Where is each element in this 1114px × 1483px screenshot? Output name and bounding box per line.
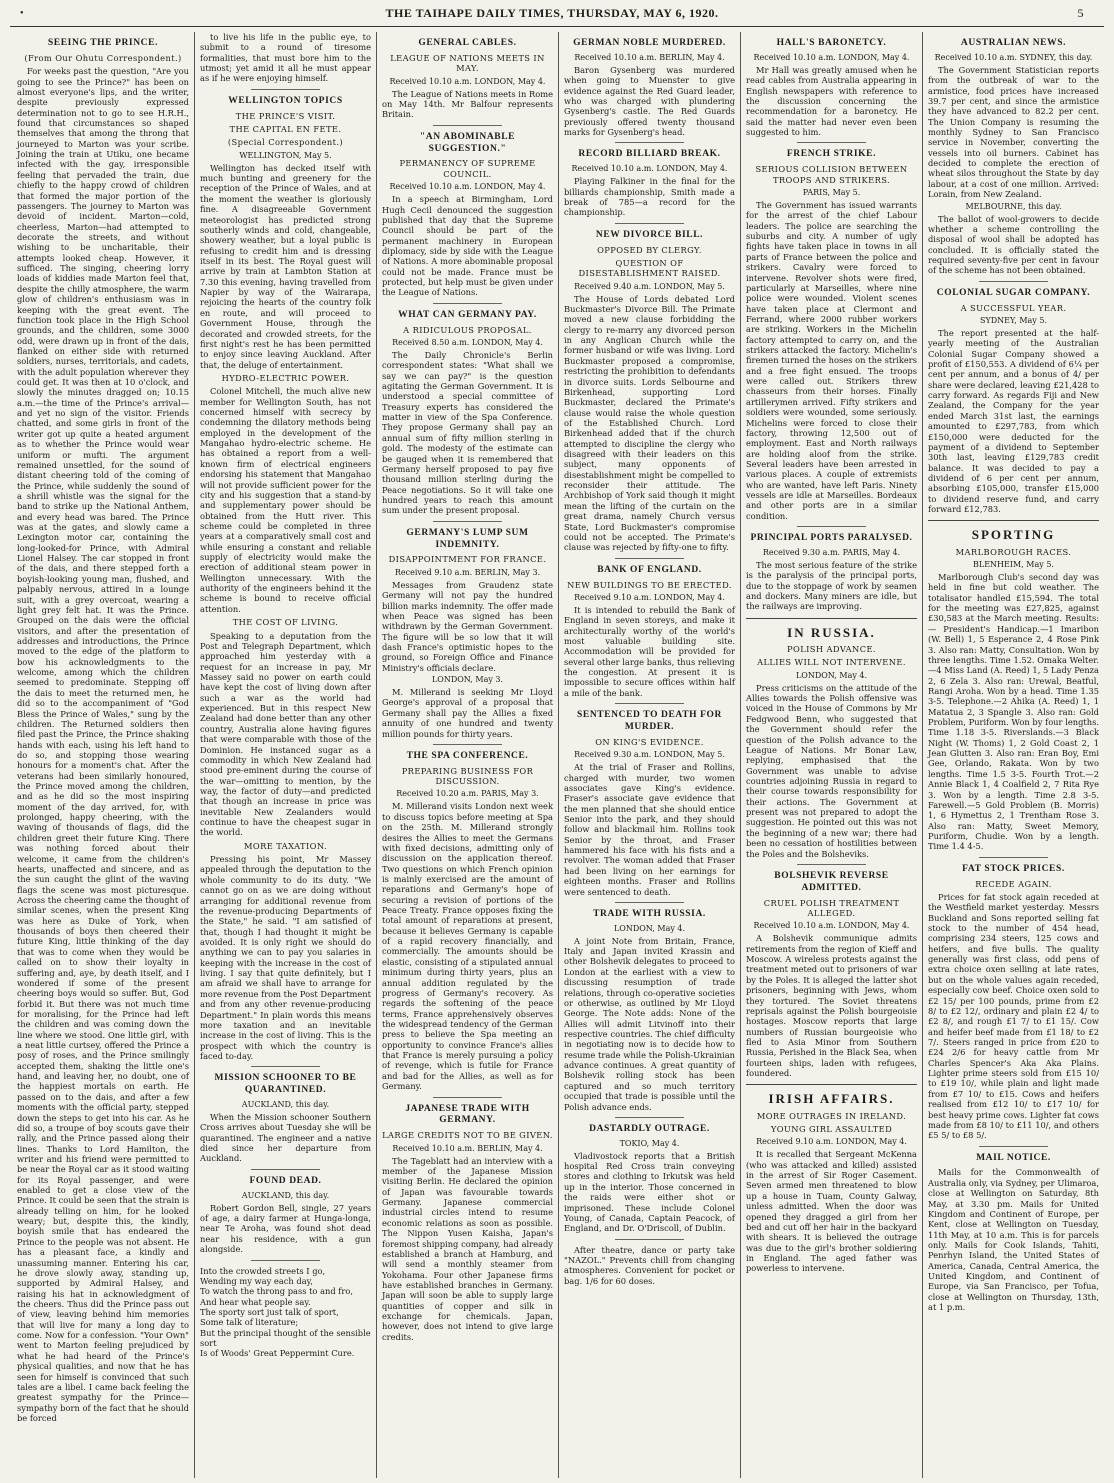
headline: FRENCH STRIKE. [786, 149, 877, 160]
subheading: THE COST OF LIVING. [232, 617, 339, 628]
dateline: Received 8.50 a.m. LONDON, May 4. [392, 337, 543, 347]
article-paragraph: Mr Hall was greatly amused when he read cables from Australia appearing in English newspapers with reference to the discussion concerning the recommendation for a baronetcy. He said the matter had never even been suggested to him. [746, 64, 917, 138]
column-1 [12, 32, 194, 1478]
dateline: Received 10.10 a.m. LONDON, May 4. [389, 182, 546, 192]
article-paragraph: M. Millerand is seeking Mr Lloyd George's approval of a proposal that Germany shall pay the Allies a fixed annuity of one hundred and twenty million pounds for thirty years. [382, 687, 553, 739]
headline: DASTARDLY OUTRAGE. [589, 1123, 710, 1134]
subheading: PERMANENCY OF SUPREME COUNCIL. [399, 158, 536, 179]
divider [615, 902, 683, 903]
column-4 [558, 32, 740, 1478]
article-paragraph: It is intended to rebuild the Bank of England in seven storeys, and make it architecturally worthy of the world's most valuable building site. Accommodation will be provided for several other large banks, thus relieving the congestion. At present it is impossible to secure offices within half a mile of the bank. [564, 604, 735, 698]
verse [200, 1266, 371, 1359]
subheading: A SUCCESSFUL YEAR. [960, 302, 1067, 313]
subheading: A RIDICULOUS PROPOSAL. [403, 324, 532, 335]
article-paragraph: The most serious feature of the strike is the paralysis of the principal ports, due to the stoppage of work by seamen and dockers. Many miners are idle, but the railways are improving. [746, 560, 917, 612]
subheading: MORE TAXATION. [243, 840, 328, 851]
article-paragraph: Playing Falkiner in the final for the billiards championship, Smith made a break of 785—a record for the championship. [564, 176, 735, 218]
masthead-rule [10, 26, 1104, 27]
article-paragraph: Mails for the Commonwealth of Australia only, via Sydney, per Ulimaroa, close at Wellington on Saturday, 8th May, at 3.30 pm. Mails for United Kingdom and Continent of Europe, per Kent, close at Wellington on Tuesday, 11th May, at 10 a.m. This is for parcels only. Mails for Cook Islands, Tahiti, Penrhyn Island, the United States of America, Canada, Central America, the United Kingdom, and Continent of Europe, via San Francisco, per Tofua, close at Wellington on Thursday, 13th, at 1 p.m. [928, 1167, 1099, 1313]
divider [433, 125, 501, 126]
dateline: Received 9.10 a.m. LONDON, May 4. [756, 1137, 907, 1147]
article-paragraph: Press criticisms on the attitude of the Allies towards the Polish offensive was voiced in the House of Commons by Mr Fedgwood Benn, who suggested that the Government should refer the question of the Polish advance to the League of Nations. Mr Bonar Law, replying, emphasised that the Government was unable to advise countries adjoining Russia in regard to their course towards responsibility for their actions. The Government at present was not prepared to adopt the suggestion. He pointed out this was not the beginning of a new war; there had been no cessation of hostilities between the Poles and the Bolsheviks. [746, 682, 917, 859]
article-paragraph: In a speech at Birmingham, Lord Hugh Cecil denounced the suggestion published that day that the Supreme Council should be part of the permanent machinery in European diplomacy, side by side with the League of Nations. A more abominable proposal could not be made. France must be protected, but help must be given under the League of Nations. [382, 194, 553, 298]
headline: GENERAL CABLES. [418, 38, 517, 48]
article-paragraph: At the trial of Fraser and Rollins, charged with murder, two women associates gave King's evidence. Fraser's associate gave evidence that the men planned that she should entice Senior into the park, and they should follow and blackmail him. Rollins took Senior by the throat, and Fraser hammered his face with his fists and a revolver. The woman added that Fraser had been living on her earnings for eighteen months. Fraser and Rollins were sentenced to death. [564, 762, 735, 897]
dateline: BLENHEIM, May 5. [973, 560, 1054, 570]
article-paragraph: A Bolshevik communique admits retirements from the region of Kieff and Moscow. A wireless protests against the treatment meted out to prisoners of war by the Poles. It is alleged the latter shot prisoners, beginning with Jews, whom they tortured. The Soviet threatens reprisals against the Polish bourgeoisie hostages. Moscow reports that large numbers of Russian bourgeoisie who fled to Asia Minor from Southern Russia, Perished in the Black Sea, when fourteen ships, laden with refugees, foundered. [746, 933, 917, 1079]
article-paragraph: The report presented at the half-yearly meeting of the Australian Colonial Sugar Company showed a profit of £150,553. A dividend of 6¼ per cent per annum, and a bonus of 4/ per share were declared, leaving £21,428 to carry forward. As regards Fiji and New Zealand, the Company for the year ended March 31st last, the earnings amounted to £297,783, from which £150,000 were deducted for the payment of a dividend to September 30th last, leaving £129,783 credit balance. It was decided to pay a dividend of 6 per cent per annum, absorbing £105,000, transfer £15,000 to dividend reserve fund, and carry forward £12,783. [928, 327, 1099, 515]
subheading: ALLIES WILL NOT INTERVENE. [757, 657, 906, 668]
dateline: Received 9.10 a.m. LONDON, May 4. [574, 592, 725, 602]
subheading: CRUEL POLISH TREATMENT ALLEGED. [763, 897, 900, 918]
article-paragraph: Prices for fat stock again receded at the Westfield market yesterday. Messrs Buckland and Sons reported selling fat stock to the number of 454 head, comprising 234 steers, 125 cows and heifers, and five bulls. The quality generally was first class, odd pens of extra choice oxen selling at late rates, but on the whole values again receded, especially cow beef. Choice oxen sold to £2 15/ per 100 pounds, prime from £2 8/ to £2 12/, ordinary and plain £2 4/ to £2 8/, and rough £1 7/ to £1 15/. Cow and heifer beef made from £1 18/ to £2 7/. Steers ranged in price from £20 to £24 2/6 for heavy cattle from Mr Charles Spencer's Aka Aka Plains. Lighter prime steers sold from £15 10/ to £19 10/, while plain and light made from £7 10/ to £15. Cows and heifers realised from £12 10/ to £17 10/ for best heavy prime cows. Lighter fat cows made from £8 10/ to £11 10/, and others £5 5/ to £8 5/. [928, 891, 1099, 1141]
article-paragraph: Marlborough Club's second day was held in fine but cold weather. The totalisator handled £15,594. The total for the meeting was £27,825, against £30,583 at the March meeting. Results:— President's Handicap.—1 Imaribon (W. Bell) 1, 5 Esperance 2, 4 Rose Pink 3. Also ran: Matty, Consultation. Won by three lengths. Time 1.52. Omaka Welter.—4 Miss Land (A. Reed) 1, 5 Lady Penza 2, 6 Zela 3. Also ran: Urewal, Beatful, Rangi Aroha. Won by a head. Time 1.35 3-5. Telephone.—2 Ahika (A. Reed) 1, 1 Matatua 2, 3 Spangle 3. Also ran: Gold Problem, Puriform. Won by four lengths. Time 1.18 3-5. Riverslands.—3 Black Night (W. Thoms) 1, 2 Gold Coast 2, 1 Jean Glutten 3. Also ran: Eran Boy, Emi Gee, Orlando, Rakata. Won by two lengths. Time 1.5 3-5. Fourth Trot.—2 Annie Black 1, 4 Coalfield 2, 7 Rita Rye 3. Won by a length. Time 2.8 3-5. Farewell.—5 Gold Problem (B. Morris) 1, 6 Hymettus 2, 1 Trentham Rose 3. Also ran: Matty, Sweet Memory, Puriform, Chudie. Won by a length. Time 1.4 4-5. [928, 572, 1099, 852]
verse-line: Is of Woods' Great Peppermint Cure. [200, 1348, 355, 1359]
headline: HALL'S BARONETCY. [776, 38, 887, 48]
article-paragraph: The Government Statistician reports from the outbreak of war to the armistice, food prices have increased 39.7 per cent, and since the armistice they have advanced to 82.2 per cent. The Union Company is resuming the monthly Sydney to San Francisco service in November, converting the vessels into oil burners. Cabinet has decided to complete the erection of wheat silos throughout the State by day labour, at a cost of one million. Arrived: Lorain, from New Zealand. [928, 64, 1099, 200]
subheading: POLISH ADVANCE. [787, 644, 876, 655]
dateline: Received 9.40 a.m. LONDON, May 5. [574, 281, 725, 291]
subheading: MORE OUTRAGES IN IRELAND. [756, 1110, 907, 1121]
masthead-mark: • [20, 7, 25, 19]
article-paragraph: The Daily Chronicle's Berlin correspondent states: "What shall we say we can pay?" is the question agitating the German Government. It is understood a special committee of Treasury experts has considered the matter in view of the Spa Conference. They propose Germany shall pay an annual sum of fifty million sterling in gold. The modesty of the estimate can be gauged when it is remembered that Germany herself proposed to pay five thousand million sterling during the Peace negotiations. So it will take one hundred years to reach this amount sum under the present proposal. [382, 349, 553, 516]
verse-line: And hear what people say. [200, 1296, 311, 1307]
article-paragraph: Messages from Graudenz state Germany will not pay the hundred billion marks indemnity. The offer made when Peace was signed has been withdrawn by the German Government. The figure will be so low that it will dash France's optimistic hopes to the ground, so Foreign Office and Finance Ministry's officials declare. [382, 579, 553, 673]
headline: GERMANY'S LUMP SUM INDEMNITY. [406, 527, 529, 550]
divider [251, 1260, 319, 1261]
headline: TRADE WITH RUSSIA. [593, 908, 706, 919]
divider [251, 1169, 319, 1170]
divider [433, 303, 501, 304]
subheading: OPPOSED BY CLERGY. [597, 244, 702, 255]
article-paragraph: Pressing his point, Mr Massey appealed through the deputation to the whole community to do its duty. "We cannot go on as we are doing without arranging for additional revenue from the revenue-producing Departments of the State," he said. "I am satisfied of that, though I had thought it might be avoided. It is only right we should do anything we can to pay you salaries in keeping with the increase in the cost of living. I say that quite definitely, but I am afraid we shall have to arrange for more revenue from the Post Department and from any other revenue-producing Department." In plain words this means more taxation and an inevitable increase in the cost of living. This is the prospect with which the country is faced to-day. [200, 854, 371, 1061]
headline: RECORD BILLIARD BREAK. [578, 149, 721, 160]
headline: FOUND DEAD. [249, 1175, 322, 1186]
section-headline: IRISH AFFAIRS. [768, 1091, 895, 1107]
subheading: QUESTION OF DISESTABLISHMENT RAISED. [578, 257, 721, 279]
column-6 [922, 32, 1104, 1478]
subheading: THE CAPITAL EN FETE. [229, 124, 342, 135]
dateline: AUCKLAND, this day. [241, 1190, 330, 1200]
headline: FAT STOCK PRICES. [962, 863, 1065, 874]
divider [928, 520, 1099, 521]
divider [615, 223, 683, 224]
dateline: TOKIO, May 4. [619, 1138, 680, 1148]
verse-line: Into the crowded streets I go, [200, 1265, 326, 1276]
subheading: LARGE CREDITS NOT TO BE GIVEN. [382, 1130, 553, 1141]
dateline: Received 10.10 a.m. LONDON, May 4. [571, 164, 728, 174]
divider [433, 521, 501, 522]
column-3 [376, 32, 558, 1478]
headline: WHAT CAN GERMANY PAY. [398, 309, 537, 320]
article-paragraph: The Tageblatt had an interview with a member of the Japanese Mission visiting Berlin. He declared the opinion of Japan was favourable towards Germany. Japanese commercial industrial circles intend to resume economic relations as soon as possible. The Nippon Yusen Kaisha, Japan's foremost shipping company, had already established a branch at Hamburg, and will send a monthly steamer from Yokohama. Four other Japanese firms have established branches in Germany. Japan will soon be able to supply large quantities of copper and silk in exchange for chemicals. Japan, however, does not intend to give large credits. [382, 1155, 553, 1342]
headline: BOLSHEVIK REVERSE ADMITTED. [774, 870, 889, 893]
divider [979, 1146, 1047, 1147]
dateline: LONDON, May 3. [431, 675, 504, 685]
dateline: Received 9.30 a.m. LONDON, May 5. [574, 750, 725, 760]
headline: WELLINGTON TOPICS [228, 95, 343, 106]
subheading: HYDRO-ELECTRIC POWER. [221, 372, 350, 383]
headline: "AN ABOMINABLE SUGGESTION." [419, 131, 516, 154]
verse-line: To watch the throng pass to and fro, [200, 1286, 353, 1297]
verse-line: The sporty sort just talk of sport, [200, 1306, 339, 1317]
subheading: (Special Correspondent.) [227, 137, 344, 148]
subheading: (From Our Ohutu Correspondent.) [24, 52, 182, 63]
divider [746, 1084, 917, 1085]
article-paragraph: Colonel Mitchell, the much alive new member for Wellington South, has not concerned himself with secrecy by condemning the dilatory methods being employed in the development of the Mangahao hydro-electric scheme. He has obtained a report from a well-known firm of electrical engineers endorsing his statement that Mangahao will not provide sufficient power for the city and his suggestion that a stand-by and supplementary power should be obtained from the Hutt river. This scheme could be completed in three years at a comparatively small cost and while ensuring a constant and reliable supply of electricity would make the erection of additional steam power in Wellington unnecessary. With the authority of the engineers behind it the scheme is bound to receive official attention. [200, 386, 371, 614]
subheading: DISAPPOINTMENT FOR FRANCE. [388, 554, 547, 565]
headline: COLONIAL SUGAR COMPANY. [936, 287, 1091, 298]
divider [615, 1117, 683, 1118]
headline: AUSTRALIAN NEWS. [960, 38, 1067, 48]
column-5 [740, 32, 922, 1478]
masthead-title: THE TAIHAPE DAILY TIMES, THURSDAY, MAY 6, 1920. [385, 5, 719, 20]
dateline: Received 9.10 a.m. BERLIN, May 3. [394, 567, 541, 577]
article-paragraph: The House of Lords debated Lord Buckmaster's Divorce Bill. The Primate moved a new clause forbidding the clergy to re-marry any divorced person in any Anglican Church while the former husband or wife was living. Lord Buckmaster proposed a compromise, restricting the prohibition to defendants in divorce suits. Lords Selbourne and Birkenhead, supporting Lord Buckmaster, declared the Primate's clause would raise the whole question of the Established Church. Lord Birkenhead added that if the church attempted to discipline the clergy who disagreed with their leaders on this subject, many opponents of disestablishment might be compelled to reconsider their attitude. The Archbishop of York said though it might mean the lifting of the curtain on the great drama, namely Church versus State, Lord Buckmaster's compromise could not be accepted. The Primate's clause was rejected by fifty-one to fifty. [564, 293, 735, 553]
dateline: Received 10.10 a.m. LONDON, May 4. [389, 76, 546, 86]
column-2 [194, 32, 376, 1478]
subheading: SERIOUS COLLISION BETWEEN TROOPS AND STRIKERS. [755, 164, 908, 185]
headline: MAIL NOTICE. [976, 1152, 1051, 1163]
divider [615, 703, 683, 704]
divider [797, 142, 865, 143]
subheading: LEAGUE OF NATIONS MEETS IN MAY. [390, 52, 545, 74]
article-paragraph: A joint Note from Britain, France, Italy and Japan invited Krassin and other Bolshevik delegates to proceed to London at the earliest with a view to discussing resumption of trade relations, through co-operative societies or otherwise, as outlined by Mr Lloyd George. The Note adds: None of the Allies will admit Litvinoff into their respective countries. The chief difficulty in negotiating now is to decide how to resume trade while the Polish-Ukrainian advance continues. A great quantity of Bolshevik rolling stock has been captured and so much territory occupied that trade is possible until the Polish advance ends. [564, 935, 735, 1112]
dateline: MELBOURNE, this day. [965, 201, 1062, 211]
divider [615, 558, 683, 559]
headline: BANK OF ENGLAND. [597, 564, 702, 575]
article-paragraph: Robert Gordon Bell, single, 27 years of age, a dairy farmer at Hunga-longa, near Te Aroha, was found shot dead near his residence, with a gun alongside. [200, 1202, 371, 1255]
dateline: Received 10.10 a.m. LONDON, May 4. [753, 52, 910, 62]
article-paragraph: The ballot of wool-growers to decide whether a scheme controlling the disposal of wool shall be adopted has concluded. It is officially stated the required seventy-five per cent in favour of the scheme has not been obtained. [928, 213, 1099, 276]
newspaper-columns [12, 32, 1104, 1478]
divider [433, 744, 501, 745]
divider [615, 1239, 683, 1240]
dateline: Received 10.10 a.m. BERLIN, May 4. [392, 1143, 543, 1153]
divider [433, 1097, 501, 1098]
article-paragraph: After theatre, dance or party take "NAZOL." Prevents chill from changing atmospheres. Convenient for pocket or bag. 1/6 for 60 doses. [564, 1244, 735, 1286]
subheading: YOUNG GIRL ASSAULTED [770, 1123, 893, 1134]
divider [979, 857, 1047, 858]
divider [251, 1066, 319, 1067]
subheading: NEW BUILDINGS TO BE ERECTED. [567, 579, 732, 590]
headline: GERMAN NOBLE MURDERED. [573, 38, 726, 48]
divider [979, 281, 1047, 282]
verse-line: Some talk of literature; [200, 1317, 299, 1328]
dateline: SYDNEY, May 5. [979, 315, 1047, 325]
headline: MISSION SCHOONER TO BE QUARANTINED. [214, 1073, 357, 1096]
dateline: Received 10.10 a.m. BERLIN, May 4. [574, 52, 725, 62]
headline: SEEING THE PRINCE. [47, 38, 159, 48]
subheading: MARLBOROUGH RACES. [955, 546, 1072, 557]
section-headline: SPORTING [971, 527, 1056, 543]
section-headline: IN RUSSIA. [787, 624, 876, 640]
headline: JAPANESE TRADE WITH GERMANY. [405, 1103, 530, 1126]
article-paragraph: Baron Gysenberg was murdered when going to Muenster to give evidence against the Red Guard leader, who was charged with plundering Gysenberg's castle. The Red Guards previously offered twenty thousand marks for Gysenberg's head. [564, 64, 735, 138]
dateline: LONDON, May 4. [795, 670, 868, 680]
masthead [0, 0, 1114, 26]
article-paragraph: Speaking to a deputation from the Post and Telegraph Department, which approached him yesterday with a request for an increase in pay, Mr Massey said no power on earth could have kept the cost of living down after such a war as the world had experienced. But in this respect New Zealand had done better than any other country, Australia alone having figures that were comparable with those of the Dominion. He instanced sugar as a commodity in which New Zealand had stood pre-eminent during the course of the war—omitting to mention, by the way, the factor of duty—and predicted that though an increase in price was inevitable New Zealanders would continue to have the cheapest sugar in the world. [200, 630, 371, 838]
article-paragraph: The League of Nations meets in Rome on May 14th. Mr Balfour represents Britain. [382, 88, 553, 120]
subheading: RECEDE AGAIN. [975, 878, 1052, 889]
dateline: WELLINGTON, May 5. [239, 150, 332, 160]
dateline: AUCKLAND, this day. [241, 1100, 330, 1110]
article-paragraph: Vladivostock reports that a British hospital Red Cross train conveying stores and clothing to Irkutsk was held up in the interior. Those concerned in the raids were either shot or imprisoned. These include Colonel Young, of Canada, Captain Peacock, of England, and Dr. O'Driscoll, of Dublin. [564, 1150, 735, 1234]
dateline: Received 9.30 a.m. PARIS, May 4. [762, 548, 901, 557]
verse-line: Wending my way each day, [200, 1275, 313, 1286]
dateline: LONDON, May 4. [613, 923, 686, 933]
article-paragraph: Wellington has decked itself with much bunting and greenery for the reception of the Prince of Wales, and at the moment the weather is gloriously fine. A disagreeable Government meteorologist has predicted strong southerly winds and cold, changeable, showery weather, but a loyal public is refusing to credit him and is dressing itself in its best. The Royal guest will arrive by train at Lambton Station at 7.30 this evening, having travelled from Napier by way of the Wairarapa, rejoicing the hearts of the country folk en route, and will proceed to Government House, through the decorated and crowded streets, for the first night's rest he has been permitted to enjoy since leaving Auckland. After that, the deluge of entertainment. [200, 162, 371, 370]
divider [746, 618, 917, 619]
article-paragraph: to live his life in the public eye, to submit to a round of tiresome formalities, that must bore him to the utmost; yet amid it all he must appear as if he were enjoying himself. [200, 32, 371, 84]
divider [251, 89, 319, 90]
headline: PRINCIPAL PORTS PARALYSED. [750, 533, 913, 544]
headline: SENTENCED TO DEATH FOR MURDER. [577, 710, 722, 732]
subheading: THE PRINCE'S VISIT. [235, 110, 336, 121]
headline: NEW DIVORCE BILL. [595, 229, 704, 240]
article-paragraph: For weeks past the question, "Are you going to see the Prince?" has been on almost everyone's lips, and the writer, despite previously expressed determination not to go to see H.R.H., found that circumstances so shaped themselves that among the throng that journeyed to Marton was your scribe. Joining the train at Utiku, one became infected with the gay, irresponsible feeling that pervaded the train, due chiefly to the happy crowd of children that formed the major portion of the passengers. The journey to Marton was devoid of incident. Marton—cold, cheerless, Marton—had attempted to decorate the streets, and without wishing to be uncharitable, their attempts looked cheap. However, it sufficed. The singing, cheering lorry loads of kiddies made Marton feel that, despite the chilly atmosphere, the warm glow of children's enthusiasm was in keeping with the great event. The function took place in the High School grounds, and the children, some 3000 odd, were drawn up in front of the dais, flanked on either side with returned soldiers, nurses, territorials, and cadets, with the adult population wherever they could get. It was then at 10 o'clock, and slowly the minutes dragged on; 10.15 a.m.—the time of the Prince's arrival—and yet no sign of the visitor. Friends chatted, and some girls in front of the writer got up quite a heated argument as to whether the Prince would wear uniform or mufti. The argument remained unsettled, for the sound of distant cheering told of the coming of the Prince, while suddenly the sound of a shrill whistle was the signal for the band to strike up the National Anthem, and every head was bared. The Prince was at the gates, and slowly came a Lexington motor car, containing the long-looked-for Prince, with Admiral Lionel Halsey. The car stopped in front of the dais, and there stepped forth a boyish-looking young man, flushed, and palpably nervous, attired in a lounge suit, with a grey overcoat, wearing a light grey felt hat. It was the Prince. Grouped on the dais were the official visitors, and after the presentation of addresses and introductions, the Prince moved to the edge of the platform to bow his acknowledgments to the welcome, among which the children seemed to predominate. Stepping off the dais to meet the returned men, he did so to the accompaniment of "God Bless the Prince of Wales," sung by the children. The Returned soldiers then filed past the Prince, the Prince shaking hands with each, using his left hand to do so, and stopping those wearing honours for a moment's chat. After the veterans had been similarly honoured, the Prince moved among the children, and as he did so the most inspiring moment of the day arrived, for, with prolonged, happy cheering, with the waving of thousands of flags, did the children greet their future King. There was nothing forced about their welcome, it came from the children's hearts, unaffected and sincere, and as the sun caught the glint of the waving flags the scene was most picturesque. Across the cheering came the thought of similar scenes, when the present King was here as Duke of York, when thousands of boys then cheered their future King, little thinking of the day that was to come when they would be called on to show their loyalty in suffering and, aye, by death itself, and I wondered if some of the present cheering boys would so suffer. But, God forbid it. But there was not much time for moralising, for the Prince had left the children and was coming down the line where we stood. One little girl, with a neat little curtsey, offered the Prince a posy of roses, and the Prince smilingly accepted them, shaking the little one's hand, and leaving her, no doubt, one of the happiest mortals on earth. He passed on to the dais, and after a few moments with the official party, stepped down the steps to get into his car. As he did so, a troupe of boy scouts gave their rally, and the Prince passed along their lines. Thanks to Lord Hamilton, the writer and his friend were permitted to be near the Royal car as it stood waiting for its Royal passenger, and were enabled to get a close view of the Prince. It could be seen that the strain is already telling on him, for he looked weary; but, despite this, the kindly, boyish smile that has endeared the Prince to the people was not absent. He has a pleasant face, a kindly and unassuming manner. Entering his car, he drove slowly away, standing up, supported by Admiral Halsey, and raising his hat in acknowledgment of the cheers. Thus did the Prince pass out of view, leaving behind him memories that will live for many a long day to come. Now for a confession. "Your Own" went to Marton feeling prejudiced by what he had heard of the Prince's physical qualities, and now that he has seen for himself is convinced that such tales are a libel. I came back feeling the greatest sympathy for the Prince—sympathy born of the fact that he should be forced [17, 66, 190, 1423]
dateline: Received 10.10 a.m. LONDON, May 4. [753, 921, 910, 931]
article-paragraph: M. Millerand visits London next week to discuss topics before meeting at Spa on the 25th. M. Millerand strongly desires the Allies to meet the Germans with fixed decisions, admitting only of discussion on the application thereof. Two questions on which French opinion is mainly exercised are the amount of reparations and Germany's hope of securing a revision of portions of the Peace Treaty. France opposes fixing the total amount of reparations at present, because it believes Germany is capable of a rapid recovery financially, and commercially. The amounts should be elastic, consisting of a stipulated annual minimum during thirty years, plus an annual addition regulated by the progress of Germany's recovery. As regards the softening of the peace terms, France apprehensively observes the widespread tendency of the German press to believe the Spa meeting an opportunity to convince France's allies that France is merely pursuing a policy of revenge, which is futile for France and bad for the Allies, as well as for Germany. [382, 801, 553, 1092]
verse-line: But the principal thought of the sensible sort [200, 1327, 371, 1349]
subheading: PREPARING BUSINESS FOR DISCUSSION. [401, 765, 534, 787]
dateline: Received 10.10 a.m. SYDNEY, this day. [934, 52, 1093, 62]
article-paragraph: The Government has issued warrants for the arrest of the chief Labour leaders. The police are searching the suburbs and city. A number of ugly fights have taken place in towns in all parts of France between the police and strikers. Cavalry were forced to intervene. Revolver shots were fired, particularly at Marseilles, where nine police were wounded. Violent scenes have taken place at Clermont and Ferrand, where 2000 rubber workers are striking. Workers in the Michelin factory attempted to carry on, and the strikers attacked the factory. Michelin's firemen turned the hoses on the strikers and a free fight ensued. The troops were called out. Strikers threw chasseurs from their horses. Finally artillerymen arrived. Fifty strikers and soldiers were wounded, some seriously. Michelins were forced to close their factory, throwing 12,500 out of employment. East and North railways are holding aloof from the strike. Several leaders have been arrested in various places. A couple of extremists who are wanted, have left Paris. Ninety vessels are idle at Marseilles. Bordeaux and other ports are in a similar condition. [746, 199, 917, 521]
dateline: Received 10.20 a.m. PARIS, May 3. [396, 789, 539, 799]
headline: THE SPA CONFERENCE. [406, 750, 529, 761]
page-number: 5 [1077, 5, 1084, 20]
dateline: PARIS, May 5. [802, 187, 861, 197]
divider [615, 142, 683, 143]
divider [797, 864, 865, 865]
article-paragraph: It is recalled that Sergeant McKenna (who was attacked and killed) assisted in the arrest of Sir Roger Casement. Seven armed men threatened to blow up a house in Tuam, County Galway, unless admitted. When the door was opened they dragged a girl from her bed and cut off her hair in the backyard with shears. It is believed the outrage was due to the girl's brother soldiering in England. The aged father was powerless to intervene. [746, 1149, 917, 1274]
divider [797, 526, 865, 527]
article-paragraph: When the Mission schooner Southern Cross arrives about Tuesday she will be quarantined. The engineer and a native died since her departure from Auckland. [200, 1112, 371, 1164]
subheading: ON KING'S EVIDENCE. [595, 736, 704, 747]
